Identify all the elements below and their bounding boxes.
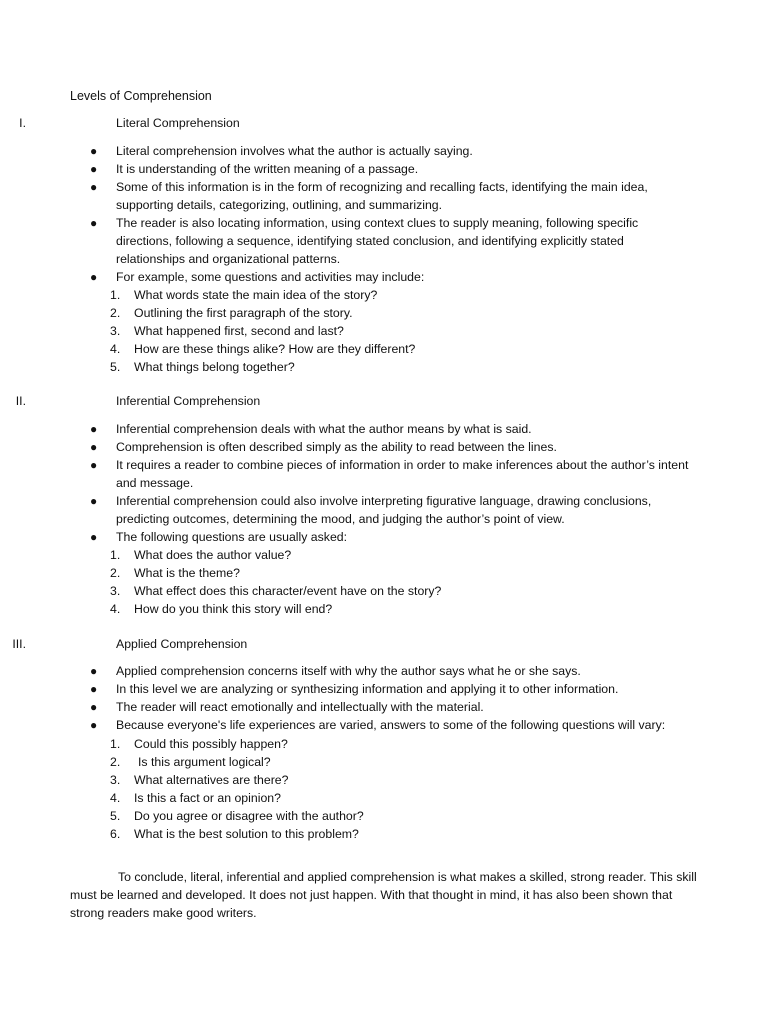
bullet-dot-icon: ● xyxy=(90,270,98,284)
numbered-list xyxy=(0,286,700,376)
bullet-dot-icon: ● xyxy=(90,664,98,678)
bullet-item: ● Inferential comprehension deals with what the author means by what is said. xyxy=(90,422,532,436)
numbered-item: 3. What happened first, second and last? xyxy=(110,324,344,338)
section-numeral: III. xyxy=(12,637,26,651)
numbered-item: 5. Do you agree or disagree with the author? xyxy=(110,809,364,823)
numbered-item: 1. Could this possibly happen? xyxy=(110,737,288,751)
numbered-item: 5. What things belong together? xyxy=(110,360,295,374)
numbered-item: 2. What is the theme? xyxy=(110,566,240,580)
section-title: Inferential Comprehension xyxy=(116,394,261,408)
bullet-dot-icon: ● xyxy=(90,180,98,194)
bullet-item: ● In this level we are analyzing or synthesizing information and applying it to other information. xyxy=(90,682,619,696)
bullet-dot-icon: ● xyxy=(90,458,98,472)
section-heading-applied xyxy=(0,635,700,653)
section-heading-literal xyxy=(0,114,700,132)
bullet-item: ● Comprehension is often described simply as the ability to read between the lines. xyxy=(90,440,557,454)
section-title: Applied Comprehension xyxy=(116,637,248,651)
bullet-list xyxy=(0,142,700,286)
numbered-item: 4. How do you think this story will end? xyxy=(110,602,333,616)
bullet-dot-icon: ● xyxy=(90,162,98,176)
bullet-dot-icon: ● xyxy=(90,422,98,436)
section-numeral: I. xyxy=(19,116,26,130)
conclusion-paragraph: To conclude, literal, inferential and applied comprehension is what makes a skilled, strong reader. This skill must be learned and developed. It does not just happen. With that thought in mind, it has also been shown that strong readers make good writers. xyxy=(70,870,697,920)
bullet-item: ● Literal comprehension involves what the author is actually saying. xyxy=(90,144,473,158)
bullet-list xyxy=(0,662,700,734)
numbered-item: 1. What does the author value? xyxy=(110,548,292,562)
numbered-item: 1. What words state the main idea of the story? xyxy=(110,288,378,302)
bullet-item: ● Some of this information is in the form of recognizing and recalling facts, identifying the main idea, supporting details, categorizing, outlining, and summarizing. xyxy=(90,180,648,212)
numbered-item: 3. What alternatives are there? xyxy=(110,773,289,787)
section-numeral: II. xyxy=(15,394,26,408)
bullet-dot-icon: ● xyxy=(90,440,98,454)
bullet-item: ● The reader is also locating information, using context clues to supply meaning, following specific directions, following a sequence, identifying stated conclusion, and identifying explicitly stated relationships and organizational patterns. xyxy=(90,216,639,266)
bullet-list xyxy=(0,420,700,546)
numbered-item: 2. Outlining the first paragraph of the story. xyxy=(110,306,353,320)
bullet-item: ● Inferential comprehension could also involve interpreting figurative language, drawing conclusions, predicting outcomes, determining the mood, and judging the author’s point of view. xyxy=(90,494,652,526)
bullet-dot-icon: ● xyxy=(90,700,98,714)
bullet-item: ● Because everyone's life experiences are varied, answers to some of the following questions will vary: xyxy=(90,718,666,732)
bullet-item: ● The reader will react emotionally and intellectually with the material. xyxy=(90,700,484,714)
section-title: Literal Comprehension xyxy=(116,116,240,130)
bullet-dot-icon: ● xyxy=(90,718,98,732)
bullet-dot-icon: ● xyxy=(90,530,98,544)
bullet-dot-icon: ● xyxy=(90,144,98,158)
numbered-list xyxy=(0,546,700,618)
bullet-dot-icon: ● xyxy=(90,682,98,696)
bullet-dot-icon: ● xyxy=(90,216,98,230)
numbered-list xyxy=(0,735,700,843)
section-heading-inferential xyxy=(0,392,700,410)
bullet-item: ● The following questions are usually asked: xyxy=(90,530,348,544)
bullet-dot-icon: ● xyxy=(90,494,98,508)
bullet-item: ● For example, some questions and activities may include: xyxy=(90,270,425,284)
numbered-item: 6. What is the best solution to this problem? xyxy=(110,827,359,841)
bullet-item: ● Applied comprehension concerns itself with why the author says what he or she says. xyxy=(90,664,581,678)
document-title: Levels of Comprehension xyxy=(70,89,212,103)
numbered-item: 3. What effect does this character/event have on the story? xyxy=(110,584,442,598)
bullet-item: ● It is understanding of the written meaning of a passage. xyxy=(90,162,419,176)
numbered-item: 2. Is this argument logical? xyxy=(110,755,271,769)
numbered-item: 4. Is this a fact or an opinion? xyxy=(110,791,281,805)
bullet-item: ● It requires a reader to combine pieces of information in order to make inferences about the author’s intent and message. xyxy=(90,458,689,490)
numbered-item: 4. How are these things alike? How are they different? xyxy=(110,342,416,356)
